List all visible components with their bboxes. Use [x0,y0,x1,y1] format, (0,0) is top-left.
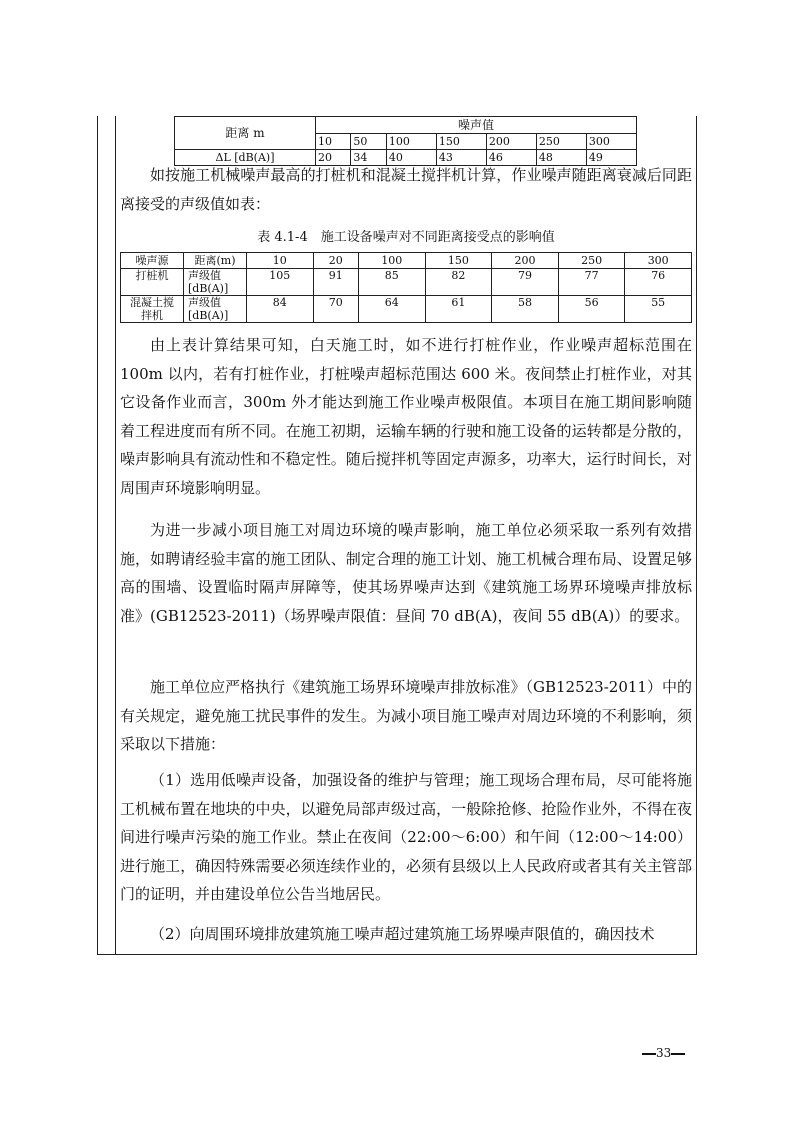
value-cell: 91 [313,269,358,296]
table-row [121,269,692,296]
value-cell: 61 [425,296,492,323]
distance-cell: 150 [436,134,486,150]
distance-cell: 10 [316,134,351,150]
distance-cell: 100 [386,134,436,150]
unit-cell: 声级值 [dB(A)] [184,269,247,296]
header-cell: 200 [492,253,559,269]
delta-cell: 46 [486,150,536,166]
value-cell: 82 [425,269,492,296]
value-cell: 76 [625,269,692,296]
delta-cell: 40 [386,150,436,166]
distance-cell: 50 [351,134,386,150]
value-cell: 85 [359,269,426,296]
delta-cell: 34 [351,150,386,166]
paragraph-3: 为进一步减小项目施工对周边环境的噪声影响，施工单位必须采取一系列有效措施，如聘请经验丰富的施工团队、制定合理的施工计划、施工机械合理布局、设置足够高的围墙、设置临时隔声屏障等，使其场界噪声达到《建筑施工场界环境噪声排放标准》(GB12523-2011)（场界噪声限值：昼间 70 dB(A)，夜间 55 dB(A)）的要求。 [120,521,692,625]
value-cell: 77 [558,269,625,296]
page-number [642,1046,685,1060]
delta-cell: 43 [436,150,486,166]
header-cell: 150 [425,253,492,269]
delta-cell: 49 [586,150,636,166]
value-cell: 58 [492,296,559,323]
value-cell: 105 [247,269,314,296]
delta-cell: 48 [536,150,586,166]
paragraph-1: 如按施工机械噪声最高的打桩机和混凝土搅拌机计算，作业噪声随距离衰减后同距离接受的声级值如表： [120,166,692,213]
distance-attenuation-table [174,116,637,166]
distance-cell: 250 [536,134,586,150]
table-caption: 表 4.1-4 施工设备噪声对不同距离接受点的影响值 [257,230,555,245]
distance-label: 距离 m [175,117,316,150]
delta-cell: 20 [316,150,351,166]
delta-label: ΔL [dB(A)] [175,150,316,166]
equipment-noise-table [120,252,692,323]
value-cell: 79 [492,269,559,296]
paragraph-2: 由上表计算结果可知，白天施工时，如不进行打桩作业，作业噪声超标范围在100m 以内，若有打桩作业，打桩噪声超标范围达 600 米。夜间禁止打桩作业，对其它设备作业而言，300m 外才能达到施工作业噪声极限值。本项目在施工期间影响随着工程进度而有所不同。在施工初期，运输车辆的行驶和施工设备的运转都是分散的，噪声影响具有流动性和不稳定性。随后搅拌机等固定声源多，功率大，运行时间长，对周围声环境影响明显。 [120,336,692,497]
noise-value-label: 噪声值 [316,117,637,134]
paragraph-5: （1）选用低噪声设备，加强设备的维护与管理；施工现场合理布局，尽可能将施工机械布置在地块的中央，以避免局部声级过高，一般除抢修、抢险作业外，不得在夜间进行噪声污染的施工作业。禁止在夜间（22:00～6:00）和午间（12:00～14:00）进行施工，确因特殊需要必须连续作业的，必须有县级以上人民政府或者其有关主管部门的证明，并由建设单位公告当地居民。 [120,771,692,903]
table-header-row [121,253,692,269]
distance-cell: 200 [486,134,536,150]
value-cell: 64 [359,296,426,323]
header-cell: 噪声源 [121,253,184,269]
header-cell: 10 [247,253,314,269]
paragraph-6: （2）向周围环境排放建筑施工噪声超过建筑施工场界噪声限值的，确因技术 [150,925,655,943]
table-row [121,296,692,323]
unit-cell: 声级值 [dB(A)] [184,296,247,323]
value-cell: 70 [313,296,358,323]
header-cell: 300 [625,253,692,269]
value-cell: 84 [247,296,314,323]
frame-inner-line [115,116,116,954]
header-cell: 20 [313,253,358,269]
page-number-dash-left [642,1053,656,1055]
source-cell: 混凝土搅 拌机 [121,296,184,323]
paragraph-4: 施工单位应严格执行《建筑施工场界环境噪声排放标准》（GB12523-2011）中的有关规定，避免施工扰民事件的发生。为减小项目施工噪声对周边环境的不利影响，须采取以下措施： [120,678,692,753]
source-cell: 打桩机 [121,269,184,296]
value-cell: 56 [558,296,625,323]
distance-cell: 300 [586,134,636,150]
page-number-dash-right [671,1053,685,1055]
page-number-value: 33 [656,1046,672,1060]
value-cell: 55 [625,296,692,323]
header-cell: 距离(m) [184,253,247,269]
header-cell: 100 [359,253,426,269]
header-cell: 250 [558,253,625,269]
